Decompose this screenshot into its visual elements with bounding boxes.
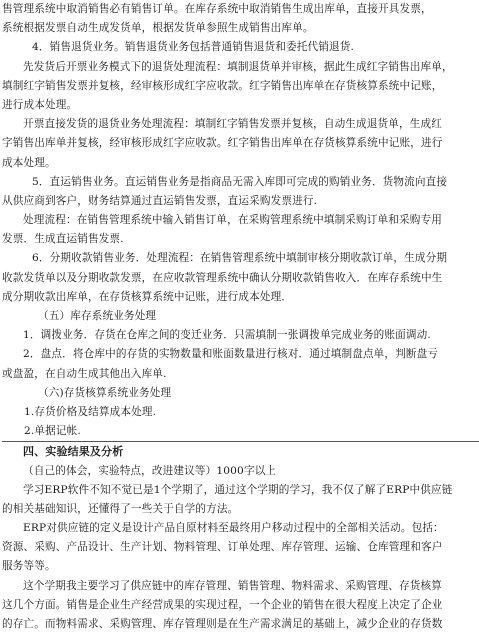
text-line: 1．调拨业务．存货在仓库之间的变迁业务．只需填制一张调拨单完成业务的账面调动. bbox=[23, 329, 431, 342]
text-line: 2.单据记帐. bbox=[2, 422, 479, 442]
text-line: 的存亡。而物料需求、采购管理、库存管理则是在生产需求满足的基础上，减少企业的存货数 bbox=[2, 618, 443, 630]
text-line: 收款发货单以及分期收款发票，在应收款管理系统中确认分期收款销售收入．在库存系统中生 bbox=[2, 271, 443, 284]
text-line: 6．分期收款销售业务．处理流程：在销售管理系统中填制审核分期收款订单，生成分期 bbox=[32, 252, 448, 265]
text-line: 资源、采购、产品设计、生产计划、物料管理、订单处理、库存管理、运输、仓库管理和客户 bbox=[2, 541, 443, 554]
text-line: 进行成本处理。 bbox=[2, 98, 78, 111]
text-line: 售管理系统中取消销售必有销售订单。在库存系统中取消销售生成出库单，直接开具发票， bbox=[2, 3, 432, 15]
text-line: 系统根据发票自动生成发货单，根据发货单参照生成销售出库单。 bbox=[2, 22, 314, 35]
text-line: 字销售出库单并复核，经审核形成红字应收款。红字销售出库单在存货核算系统中记账，进行 bbox=[2, 137, 443, 150]
text-line: 或盘盈，在自动生成其他出入库单. bbox=[2, 367, 167, 380]
text-line: 成分期收款出库单，在存货核算系统中记账，进行成本处理． bbox=[2, 290, 293, 303]
text-line: 服务等等。 bbox=[2, 560, 56, 573]
text-line: 2．盘点．将仓库中的存货的实物数量和账面数量进行核对．通过填制盘点单，判断盘亏 bbox=[23, 348, 439, 361]
text-line: 1.存货价格及结算成本处理. bbox=[24, 405, 157, 418]
text-line: 从供应商到客户，财务结算通过直运销售发票，直运采购发票进行. bbox=[2, 194, 318, 207]
text-line: 开票直接发货的退货业务处理流程：填制红字销售发票并复核，自动生成退货单，生成红 bbox=[23, 118, 443, 131]
text-line: （六)存货核算系统业务处理 bbox=[38, 386, 172, 399]
text-line: 的相关基础知识，还懂得了一些关于自学的方法。 bbox=[2, 502, 239, 515]
text-line: 填制红字销售发票并复核，经审核形成红字应收款。红字销售出库单在存货核算系统中记账， bbox=[2, 79, 443, 92]
text-line: 5．直运销售业务。直运销售业务是指商品无需入库即可完成的购销业务．货物流向直接 bbox=[32, 175, 448, 188]
section-heading: 四、实验结果及分析 bbox=[23, 445, 124, 459]
text-line: 这个学期我主要学习了供应链中的库存管理、销售管理、物料需求、采购管理、存货核算 bbox=[23, 579, 443, 592]
text-line: 成本处理。 bbox=[2, 156, 56, 169]
text-line: 学习ERP软件不知不觉已是1个学期了，通过这个学期的学习，我不仅了解了ERP中供应链 bbox=[23, 483, 453, 496]
text-line: 这几个方面。销售是企业生产经营成果的实现过程，一个企业的销售在很大程度上决定了企业 bbox=[2, 598, 443, 611]
text-line: （自己的体会，实验特点，改进建议等）1000字以上 bbox=[23, 464, 277, 477]
text-line: 发票．生成直运销售发票. bbox=[2, 233, 124, 246]
text-line: 先发货后开票业务模式下的退货处理流程：填制退货单并审核，据此生成红字销售出库单， bbox=[23, 60, 453, 73]
text-line: 4．销售退货业务。销售退货业务包括普通销售退货和委托代销退货. bbox=[32, 41, 354, 54]
text-line: ERP对供应链的定义是设计产品自原材料至最终用户移动过程中的全部相关活动。包括： bbox=[23, 522, 444, 535]
text-line: （五）库存系统业务处理 bbox=[38, 310, 157, 322]
text-line: 处理流程：在销售管理系统中输入销售订单，在采购管理系统中填制采购订单和采购专用 bbox=[23, 214, 443, 227]
